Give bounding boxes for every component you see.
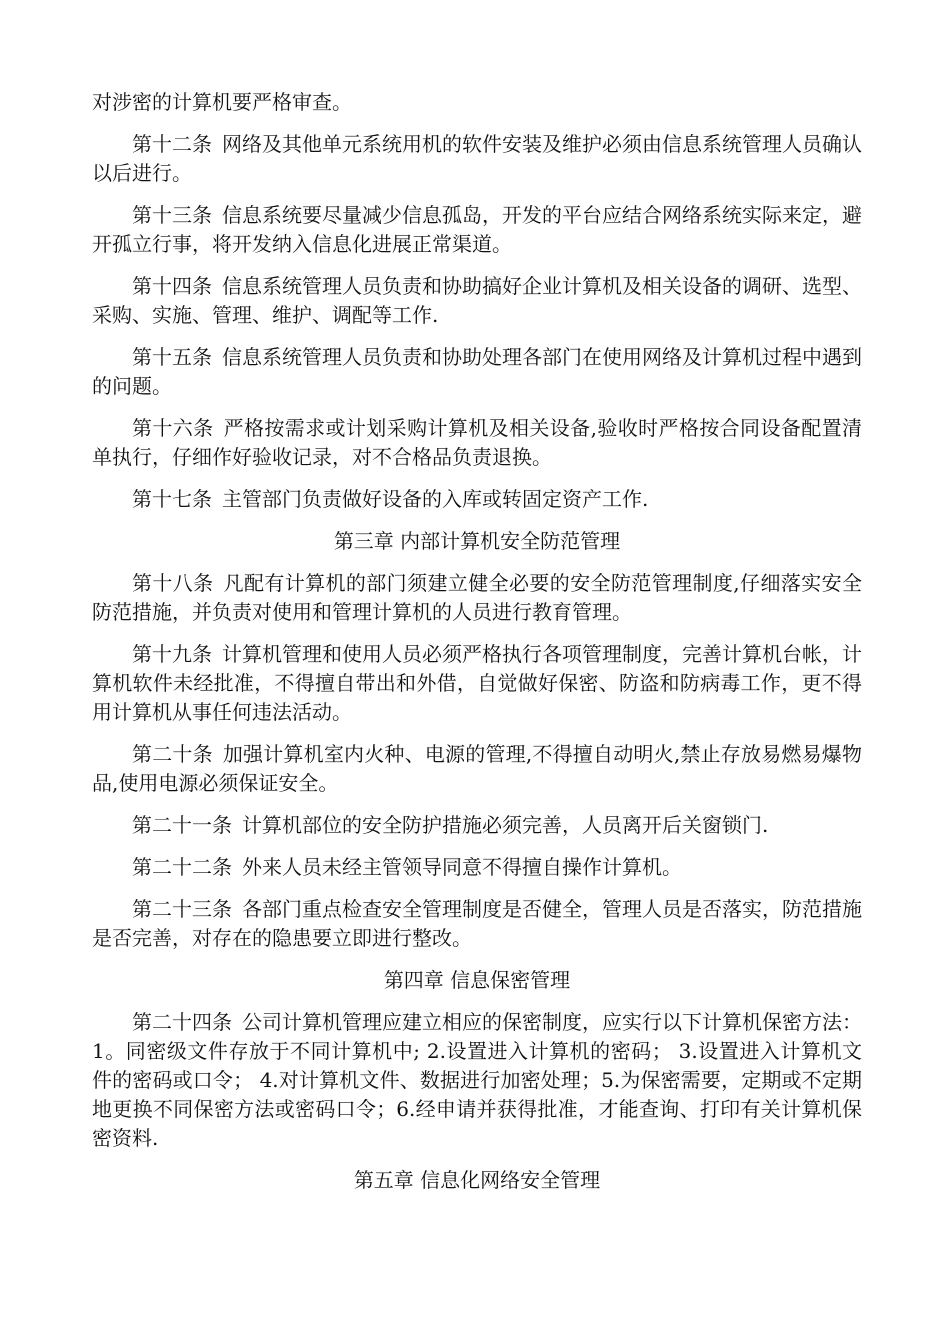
paragraph-text: 严格按需求或计划采购计算机及相关设备,验收时严格按合同设备配置清单执行，仔细作好验收记录，对不合格品负责退换。 [92, 416, 863, 469]
article-number: 第二十一条 [132, 813, 232, 837]
paragraph-text: 各部门重点检查安全管理制度是否健全，管理人员是否落实，防范措施是否完善，对存在的隐患要立即进行整改。 [92, 897, 862, 950]
article-paragraph [92, 485, 862, 514]
article-number: 第十六条 [132, 416, 214, 440]
article-number: 第二十条 [132, 742, 213, 766]
article-paragraph [92, 640, 862, 727]
article-paragraph [92, 895, 862, 953]
paragraph-text: 信息系统要尽量减少信息孤岛，开发的平台应结合网络系统实际来定，避开孤立行事，将开发纳入信息化进展正常渠道。 [92, 203, 862, 256]
paragraph-text: 对涉密的计算机要严格审查。 [92, 90, 352, 114]
article-number: 第十三条 [132, 203, 212, 227]
article-paragraph [92, 130, 862, 188]
document-page [92, 88, 862, 1208]
paragraph-text: 计算机管理和使用人员必须严格执行各项管理制度，完善计算机台帐，计算机软件未经批准，不得擅自带出和外借，自觉做好保密、防盗和防病毒工作，更不得用计算机从事任何违法活动。 [92, 642, 862, 724]
article-number: 第十五条 [132, 345, 212, 369]
article-paragraph [92, 740, 862, 798]
article-number: 第二十四条 [132, 1010, 232, 1034]
article-number: 第十八条 [132, 571, 214, 595]
article-number: 第十九条 [132, 642, 212, 666]
article-paragraph [92, 201, 862, 259]
article-paragraph [92, 811, 862, 840]
paragraph-text: 计算机部位的安全防护措施必须完善，人员离开后关窗锁门. [242, 813, 769, 837]
article-number: 第十二条 [132, 132, 212, 156]
chapter-heading: 第三章 内部计算机安全防范管理 [333, 529, 621, 553]
chapter-heading: 第五章 信息化网络安全管理 [353, 1168, 601, 1192]
paragraph-text: 外来人员未经主管领导同意不得擅自操作计算机。 [242, 855, 682, 879]
article-paragraph [92, 569, 862, 627]
paragraph-text: 信息系统管理人员负责和协助搞好企业计算机及相关设备的调研、选型、采购、实施、管理、维护、调配等工作. [92, 274, 862, 327]
article-paragraph [92, 414, 862, 472]
article-paragraph [92, 272, 862, 330]
article-paragraph [92, 343, 862, 401]
paragraph-text: 公司计算机管理应建立相应的保密制度，应实行以下计算机保密方法： 1。同密级文件存放于不同计算机中; 2.设置进入计算机的密码； 3.设置进入计算机文件的密码或口令； 4.对计算机文件、数据进行加密处理；5.为保密需要，定期或不定期地更换不同保密方法或密码口令；6.经申请并获得批准，才能查询、打印有关计算机保密资料. [92, 1010, 862, 1150]
paragraph-text: 信息系统管理人员负责和协助处理各部门在使用网络及计算机过程中遇到的问题。 [92, 345, 862, 398]
article-paragraph [92, 1008, 862, 1153]
article-number: 第二十三条 [132, 897, 232, 921]
continuation-paragraph [92, 88, 862, 117]
article-number: 第十四条 [132, 274, 212, 298]
paragraph-text: 网络及其他单元系统用机的软件安装及维护必须由信息系统管理人员确认以后进行。 [92, 132, 862, 185]
article-number: 第二十二条 [132, 855, 232, 879]
article-paragraph [92, 853, 862, 882]
paragraph-text: 凡配有计算机的部门须建立健全必要的安全防范管理制度,仔细落实安全防范措施，并负责对使用和管理计算机的人员进行教育管理。 [92, 571, 863, 624]
chapter-heading: 第四章 信息保密管理 [383, 968, 571, 992]
paragraph-text: 加强计算机室内火种、电源的管理,不得擅自动明火,禁止存放易燃易爆物品,使用电源必须保证安全。 [92, 742, 862, 795]
paragraph-text: 主管部门负责做好设备的入库或转固定资产工作. [222, 487, 649, 511]
article-number: 第十七条 [132, 487, 212, 511]
